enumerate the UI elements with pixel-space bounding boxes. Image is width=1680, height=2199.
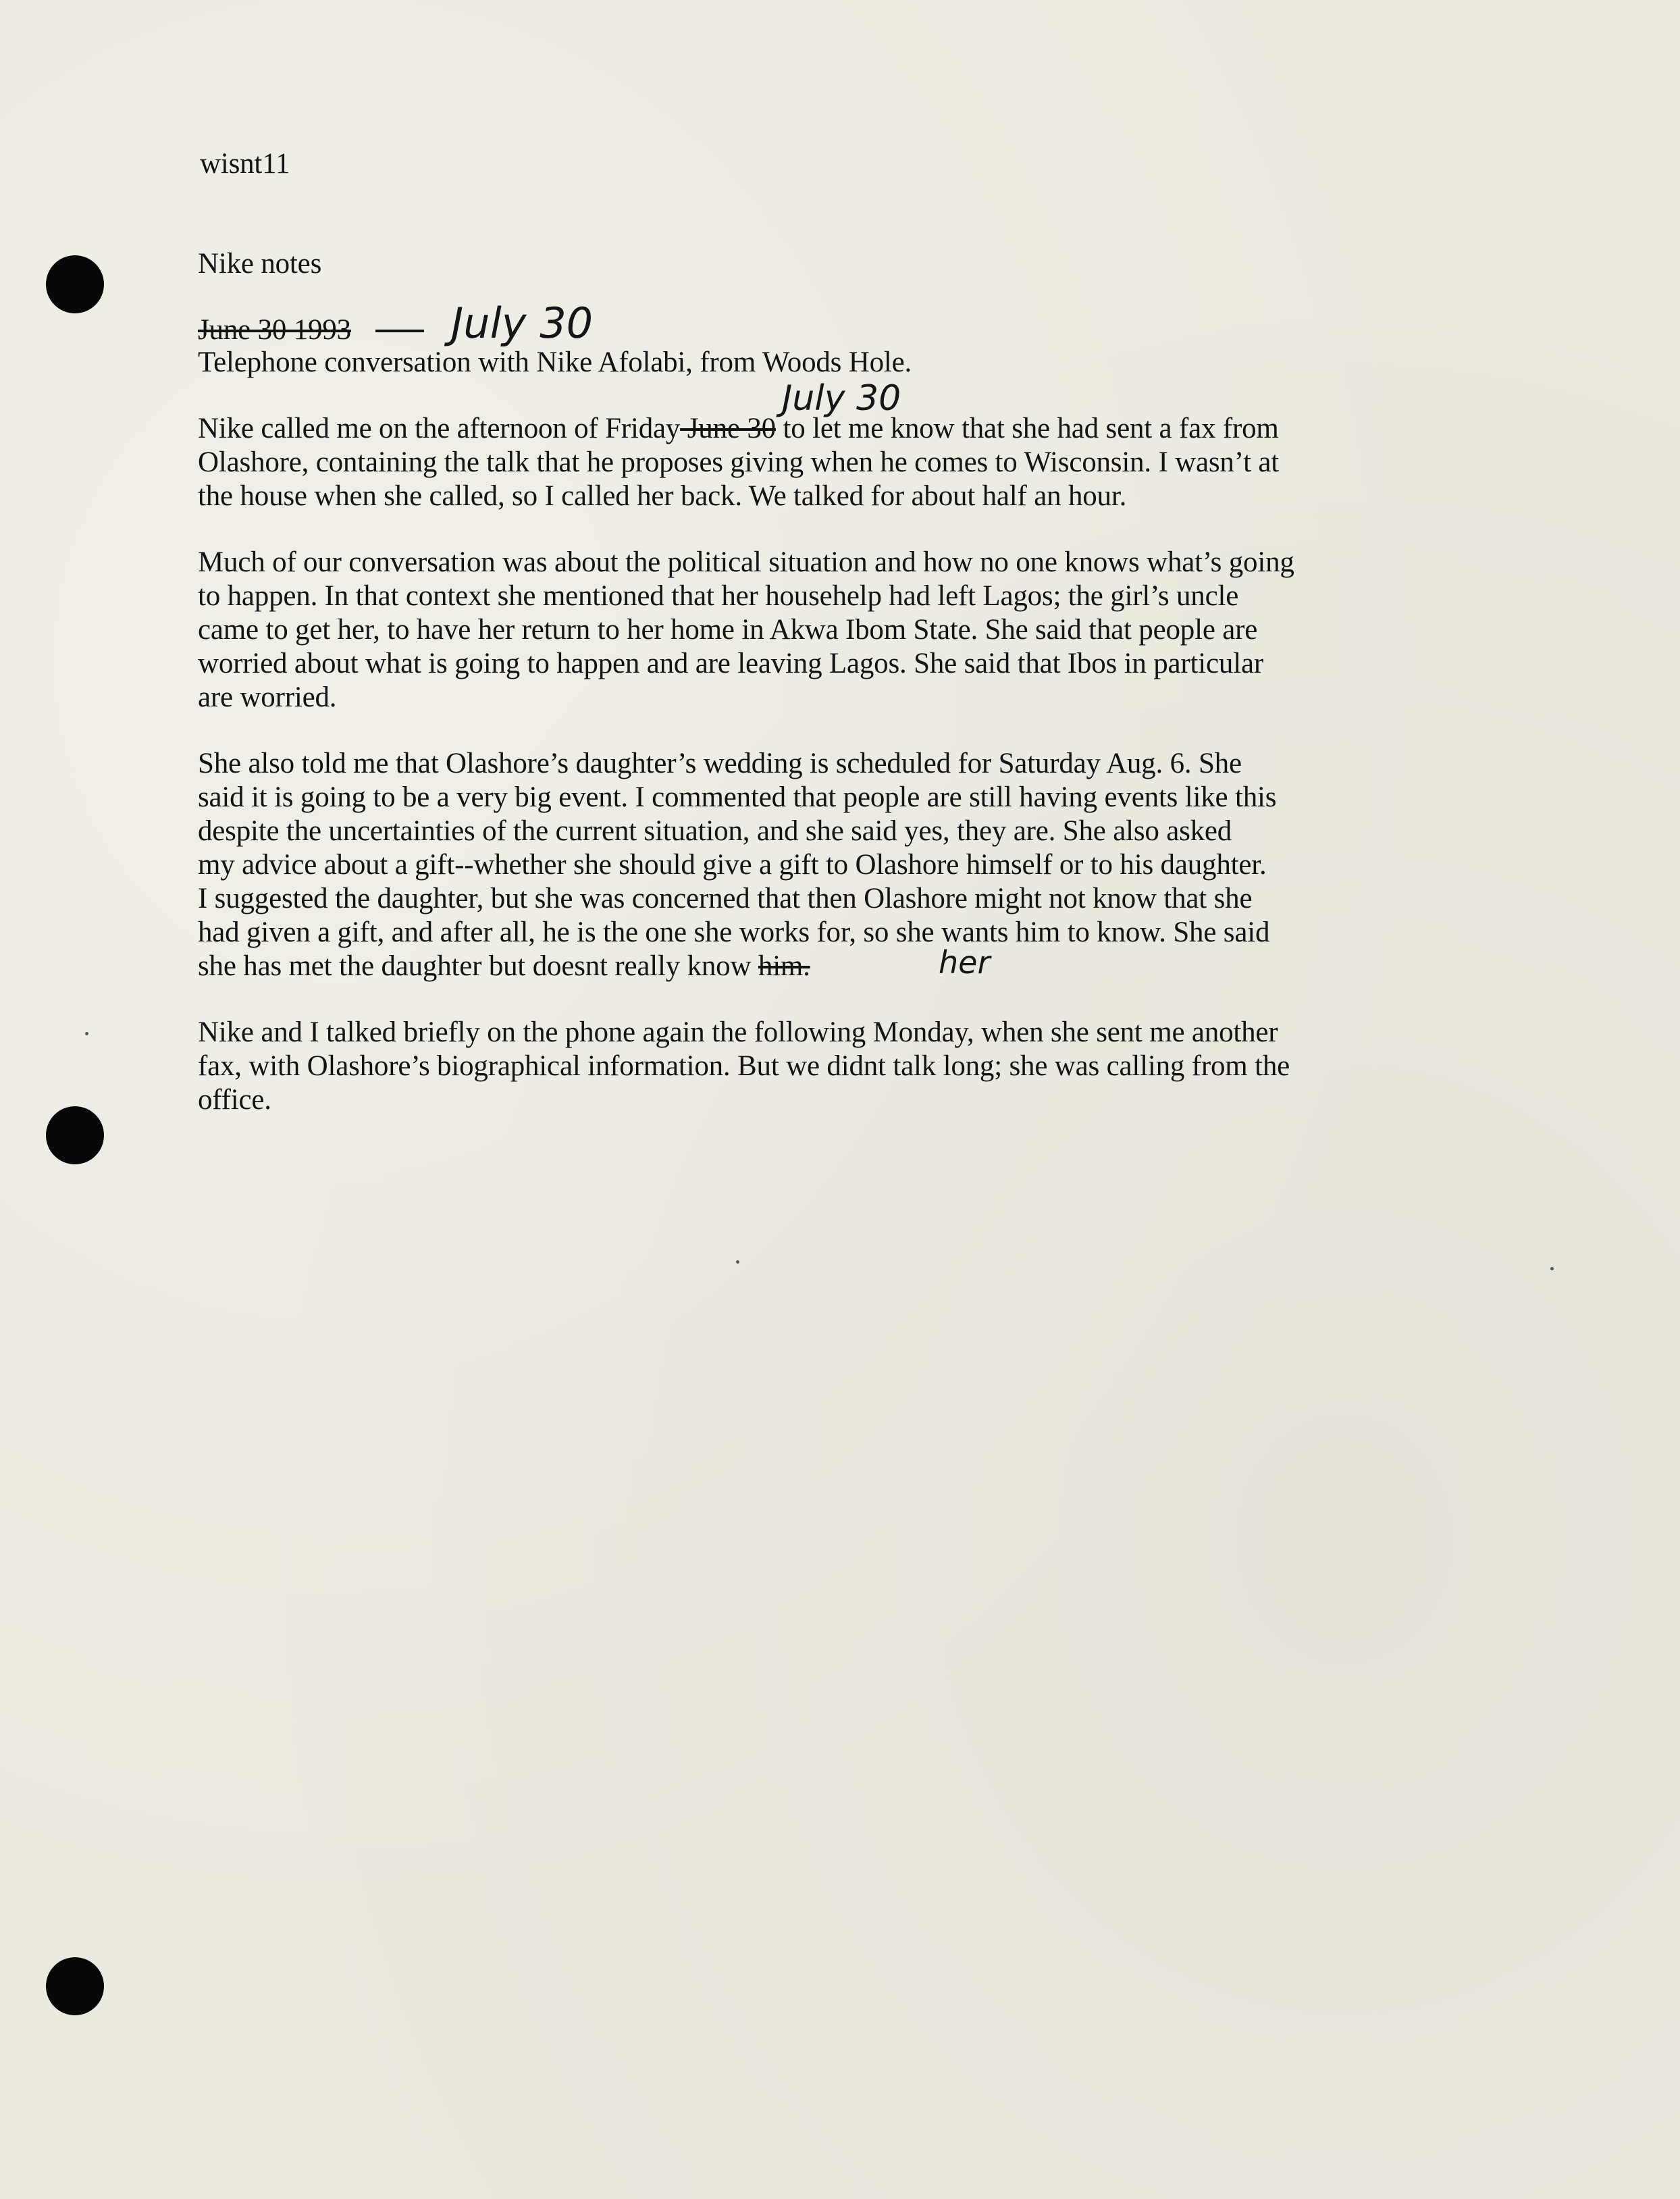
text-line: to happen. In that context she mentioned that her househelp had left Lagos; the girl’s uncle (198, 580, 1239, 612)
paragraph (198, 412, 1279, 513)
text-span: she has met the daughter but doesnt really know (198, 950, 758, 982)
struck-text: June 30 (680, 413, 776, 444)
text-line: had given a gift, and after all, he is the one she works for, so she wants him to know. She said (198, 916, 1270, 948)
document-title: Nike notes (198, 248, 322, 280)
struck-date: June 30 1993 (198, 314, 351, 346)
struck-text: him. (758, 950, 810, 982)
text-line: I suggested the daughter, but she was concerned that then Olashore might not know that she (198, 883, 1253, 914)
binder-hole (46, 255, 104, 313)
paper-speck (1550, 1267, 1554, 1270)
text-line (198, 950, 1276, 983)
text-line (198, 412, 1279, 446)
handwritten-date: July 30 (451, 299, 594, 348)
text-line: fax, with Olashore’s biographical information. But we didnt talk long; she was calling from the (198, 1050, 1290, 1082)
text-span: to let me know that she had sent a fax from (775, 413, 1279, 444)
text-line: Nike and I talked briefly on the phone again the following Monday, when she sent me another (198, 1016, 1278, 1048)
binder-hole (46, 1106, 104, 1164)
handwritten-correction: her (939, 944, 991, 981)
text-line: worried about what is going to happen and are leaving Lagos. She said that Ibos in particular (198, 648, 1263, 679)
text-line: came to get her, to have her return to her home in Akwa Ibom State. She said that people are (198, 614, 1258, 646)
subject-line: Telephone conversation with Nike Afolabi, from Woods Hole. (198, 346, 912, 378)
paper-speck (736, 1260, 739, 1264)
paper-speck (85, 1032, 88, 1035)
file-id: wisnt11 (200, 148, 290, 180)
text-line: my advice about a gift--whether she should give a gift to Olashore himself or to his daughter. (198, 849, 1267, 881)
text-line: are worried. (198, 681, 337, 713)
text-line: Much of our conversation was about the political situation and how no one knows what’s going (198, 546, 1294, 578)
text-line: said it is going to be a very big event. I commented that people are still having events like this (198, 781, 1277, 813)
paragraph (198, 546, 1294, 715)
paragraph (198, 747, 1276, 983)
text-span: Nike called me on the afternoon of Friday (198, 413, 681, 444)
text-line: Olashore, containing the talk that he proposes giving when he comes to Wisconsin. I wasn’t at (198, 446, 1279, 478)
handwritten-insert: July 30 (782, 378, 901, 419)
strike-tail (375, 330, 424, 332)
paragraph (198, 1016, 1290, 1117)
text-line: She also told me that Olashore’s daughter’s wedding is scheduled for Saturday Aug. 6. She (198, 748, 1242, 779)
text-line: despite the uncertainties of the current situation, and she said yes, they are. She also asked (198, 815, 1232, 847)
text-line: office. (198, 1084, 271, 1116)
binder-hole (46, 1957, 104, 2015)
text-line: the house when she called, so I called her back. We talked for about half an hour. (198, 480, 1127, 512)
